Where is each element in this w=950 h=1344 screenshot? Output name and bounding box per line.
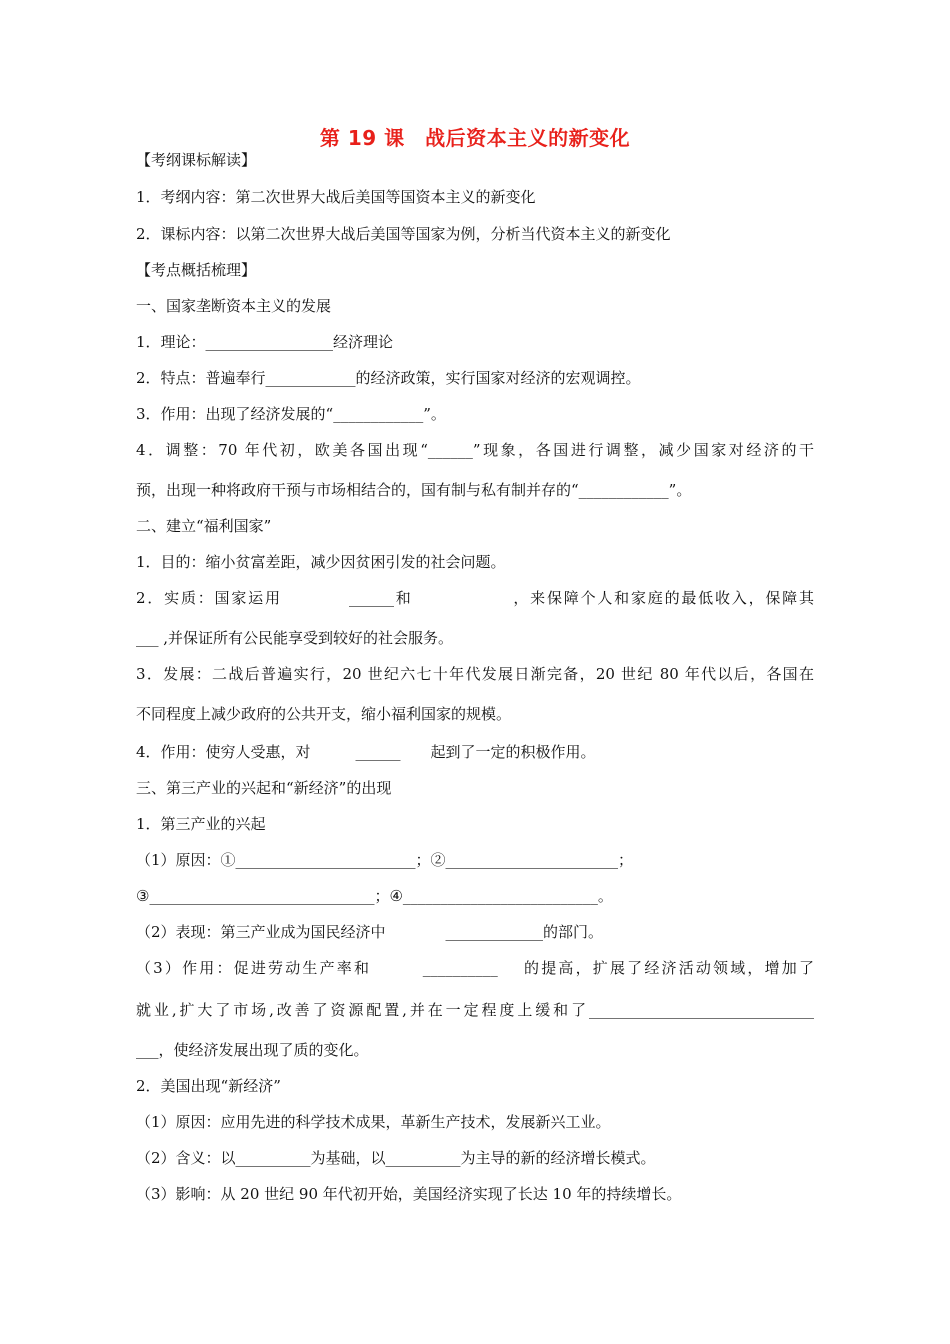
text-line: 2．课标内容：以第二次世界大战后美国等国家为例，分析当代资本主义的新变化 (136, 225, 671, 243)
section-heading-1: 一、国家垄断资本主义的发展 (136, 297, 332, 315)
text-line: 不同程度上减少政府的公共开支，缩小福利国家的规模。 (136, 705, 512, 723)
text-line: 3．作用：出现了经济发展的“____________”。 (136, 405, 446, 423)
text-line: 1．考纲内容：第二次世界大战后美国等国资本主义的新变化 (136, 188, 536, 206)
text-line: （2）表现：第三产业成为国民经济中 _____________的部门。 (136, 923, 604, 941)
section-header-kaodian: 【考点概括梳理】 (136, 261, 257, 279)
text-line: 2．实质：国家运用 ______和 ，来保障个人和家庭的最低收入，保障其 (136, 589, 814, 607)
text-line: 4．调整：70 年代初，欧美各国出现“______”现象，各国进行调整，减少国家对经济的干 (136, 441, 814, 459)
text-line: 就业,扩大了市场,改善了资源配置,并在一定程度上缓和了______________________________ (136, 1001, 814, 1019)
text-line: （3）作用：促进劳动生产率和 __________ 的提高，扩展了经济活动领域，增加了 (136, 959, 814, 977)
section-header-kaogang: 【考纲课标解读】 (136, 151, 257, 169)
text-line: 1．目的：缩小贫富差距，减少因贫困引发的社会问题。 (136, 553, 506, 571)
text-line: 4．作用：使穷人受惠，对 ______ 起到了一定的积极作用。 (136, 743, 596, 761)
page-title: 第 19 课 战后资本主义的新变化 (319, 126, 631, 150)
text-line: 2．特点：普遍奉行____________的经济政策，实行国家对经济的宏观调控。 (136, 369, 641, 387)
section-heading-2: 二、建立“福利国家” (136, 517, 272, 535)
text-line: （2）含义：以__________为基础，以__________为主导的新的经济增长模式。 (136, 1149, 656, 1167)
text-line: ③______________________________；④__________________________。 (136, 887, 613, 905)
text-line: （3）影响：从 20 世纪 90 年代初开始，美国经济实现了长达 10 年的持续增长。 (136, 1185, 682, 1203)
text-line: ___，使经济发展出现了质的变化。 (136, 1041, 369, 1059)
text-line: 预，出现一种将政府干预与市场相结合的，国有制与私有制并存的“____________”。 (136, 481, 692, 499)
text-line: 3．发展：二战后普遍实行，20 世纪六七十年代发展日渐完备，20 世纪 80 年代以后，各国在 (136, 665, 814, 683)
section-heading-3: 三、第三产业的兴起和“新经济”的出现 (136, 779, 392, 797)
text-line: （1）原因：应用先进的科学技术成果，革新生产技术，发展新兴工业。 (136, 1113, 611, 1131)
text-line: 2．美国出现“新经济” (136, 1077, 281, 1095)
text-line: 1．理论：_________________经济理论 (136, 333, 394, 351)
text-line: （1）原因：①________________________；②_______________________； (136, 851, 634, 869)
text-line: 1．第三产业的兴起 (136, 815, 266, 833)
text-line: ___ ,并保证所有公民能享受到较好的社会服务。 (136, 629, 454, 647)
